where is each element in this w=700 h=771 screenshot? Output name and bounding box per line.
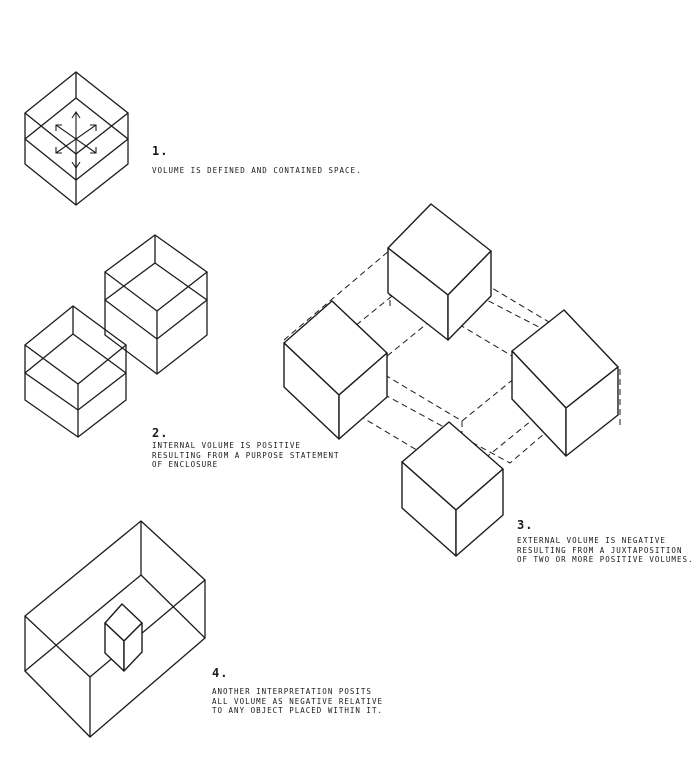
figure-3-caption [517,536,694,565]
figure-2-caption-line: RESULTING FROM A PURPOSE STATEMENT [152,450,340,460]
figure-3-cube-left [284,301,387,439]
figure-2-caption-line: INTERNAL VOLUME IS POSITIVE [152,441,301,450]
figure-2-cube-right [105,235,207,374]
figure-4-caption [212,687,383,716]
figure-3-cube-right [512,310,618,456]
figure-3-cube-top [388,204,491,340]
figure-1-cube [25,72,128,205]
figure-3-cube-bottom [402,422,503,556]
figure-1-caption [152,166,362,176]
figure-4-caption-line: ALL VOLUME AS NEGATIVE RELATIVE [212,696,383,706]
figure-4-caption-line: TO ANY OBJECT PLACED WITHIN IT. [212,706,383,715]
figure-4-caption-line: ANOTHER INTERPRETATION POSITS [212,687,372,696]
figure-4-block [105,604,142,671]
figure-4-number: 4. [212,666,229,680]
figure-3-caption-line: EXTERNAL VOLUME IS NEGATIVE [517,536,666,545]
figure-1-arrows [56,112,96,168]
figure-2-number: 2. [152,426,169,440]
figure-3-caption-line: RESULTING FROM A JUXTAPOSITION [517,545,683,555]
figure-1-caption-line: VOLUME IS DEFINED AND CONTAINED SPACE. [152,166,362,175]
figure-2-caption [152,441,340,470]
figure-3-caption-line: OF TWO OR MORE POSITIVE VOLUMES. [517,555,694,564]
figure-1-number: 1. [152,144,169,158]
figure-3-number: 3. [517,518,534,532]
figure-2-caption-line: OF ENCLOSURE [152,460,219,469]
figure-2-cube-left [25,306,126,437]
